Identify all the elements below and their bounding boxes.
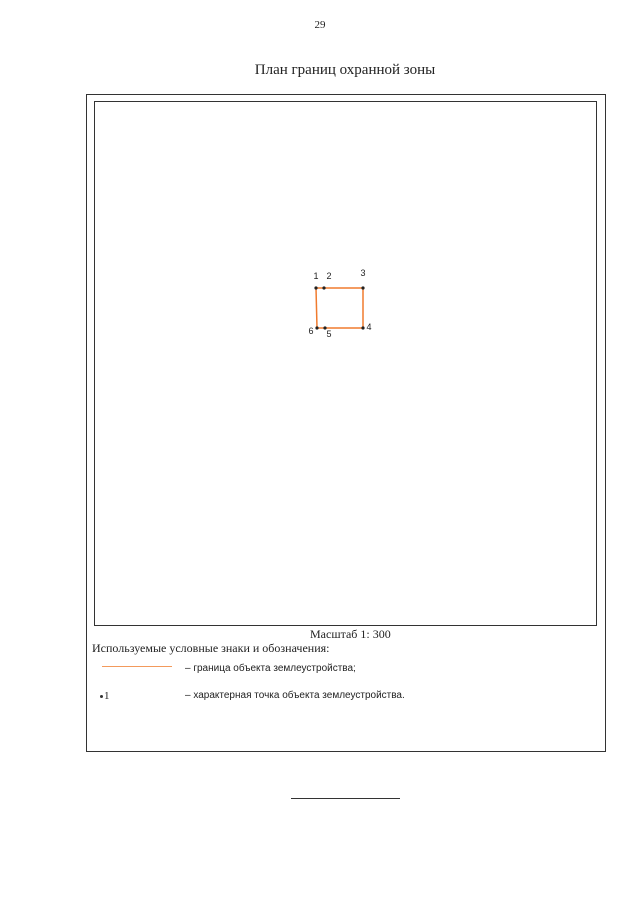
page-number: 29 xyxy=(314,19,326,31)
boundary-point-label-5: 5 xyxy=(326,329,332,339)
boundary-point-label-2: 2 xyxy=(326,271,332,281)
legend-title: Используемые условные знаки и обозначения: xyxy=(92,641,330,655)
legend-boundary-text: – граница объекта землеустройства; xyxy=(185,663,356,674)
boundary-point-label-6: 6 xyxy=(308,326,314,336)
legend-point-sample xyxy=(100,690,110,702)
point-dot-icon xyxy=(100,695,103,698)
legend-boundary-line-sample xyxy=(102,666,172,667)
legend-point-text: – характерная точка объекта землеустройства. xyxy=(185,690,405,701)
signature-line xyxy=(291,798,400,799)
boundary-point-2 xyxy=(322,286,325,289)
boundary-point-4 xyxy=(361,326,364,329)
boundary-point-3 xyxy=(361,286,364,289)
boundary-point-label-1: 1 xyxy=(313,271,319,281)
boundary-point-label-4: 4 xyxy=(366,322,372,332)
boundary-line xyxy=(316,288,363,328)
boundary-point-label-3: 3 xyxy=(360,268,366,278)
scale-label: Масштаб 1: 300 xyxy=(310,627,391,641)
boundary-point-6 xyxy=(315,326,318,329)
legend-point-number: 1 xyxy=(104,690,110,702)
boundary-point-1 xyxy=(314,286,317,289)
page-title: План границ охранной зоны xyxy=(254,62,436,78)
